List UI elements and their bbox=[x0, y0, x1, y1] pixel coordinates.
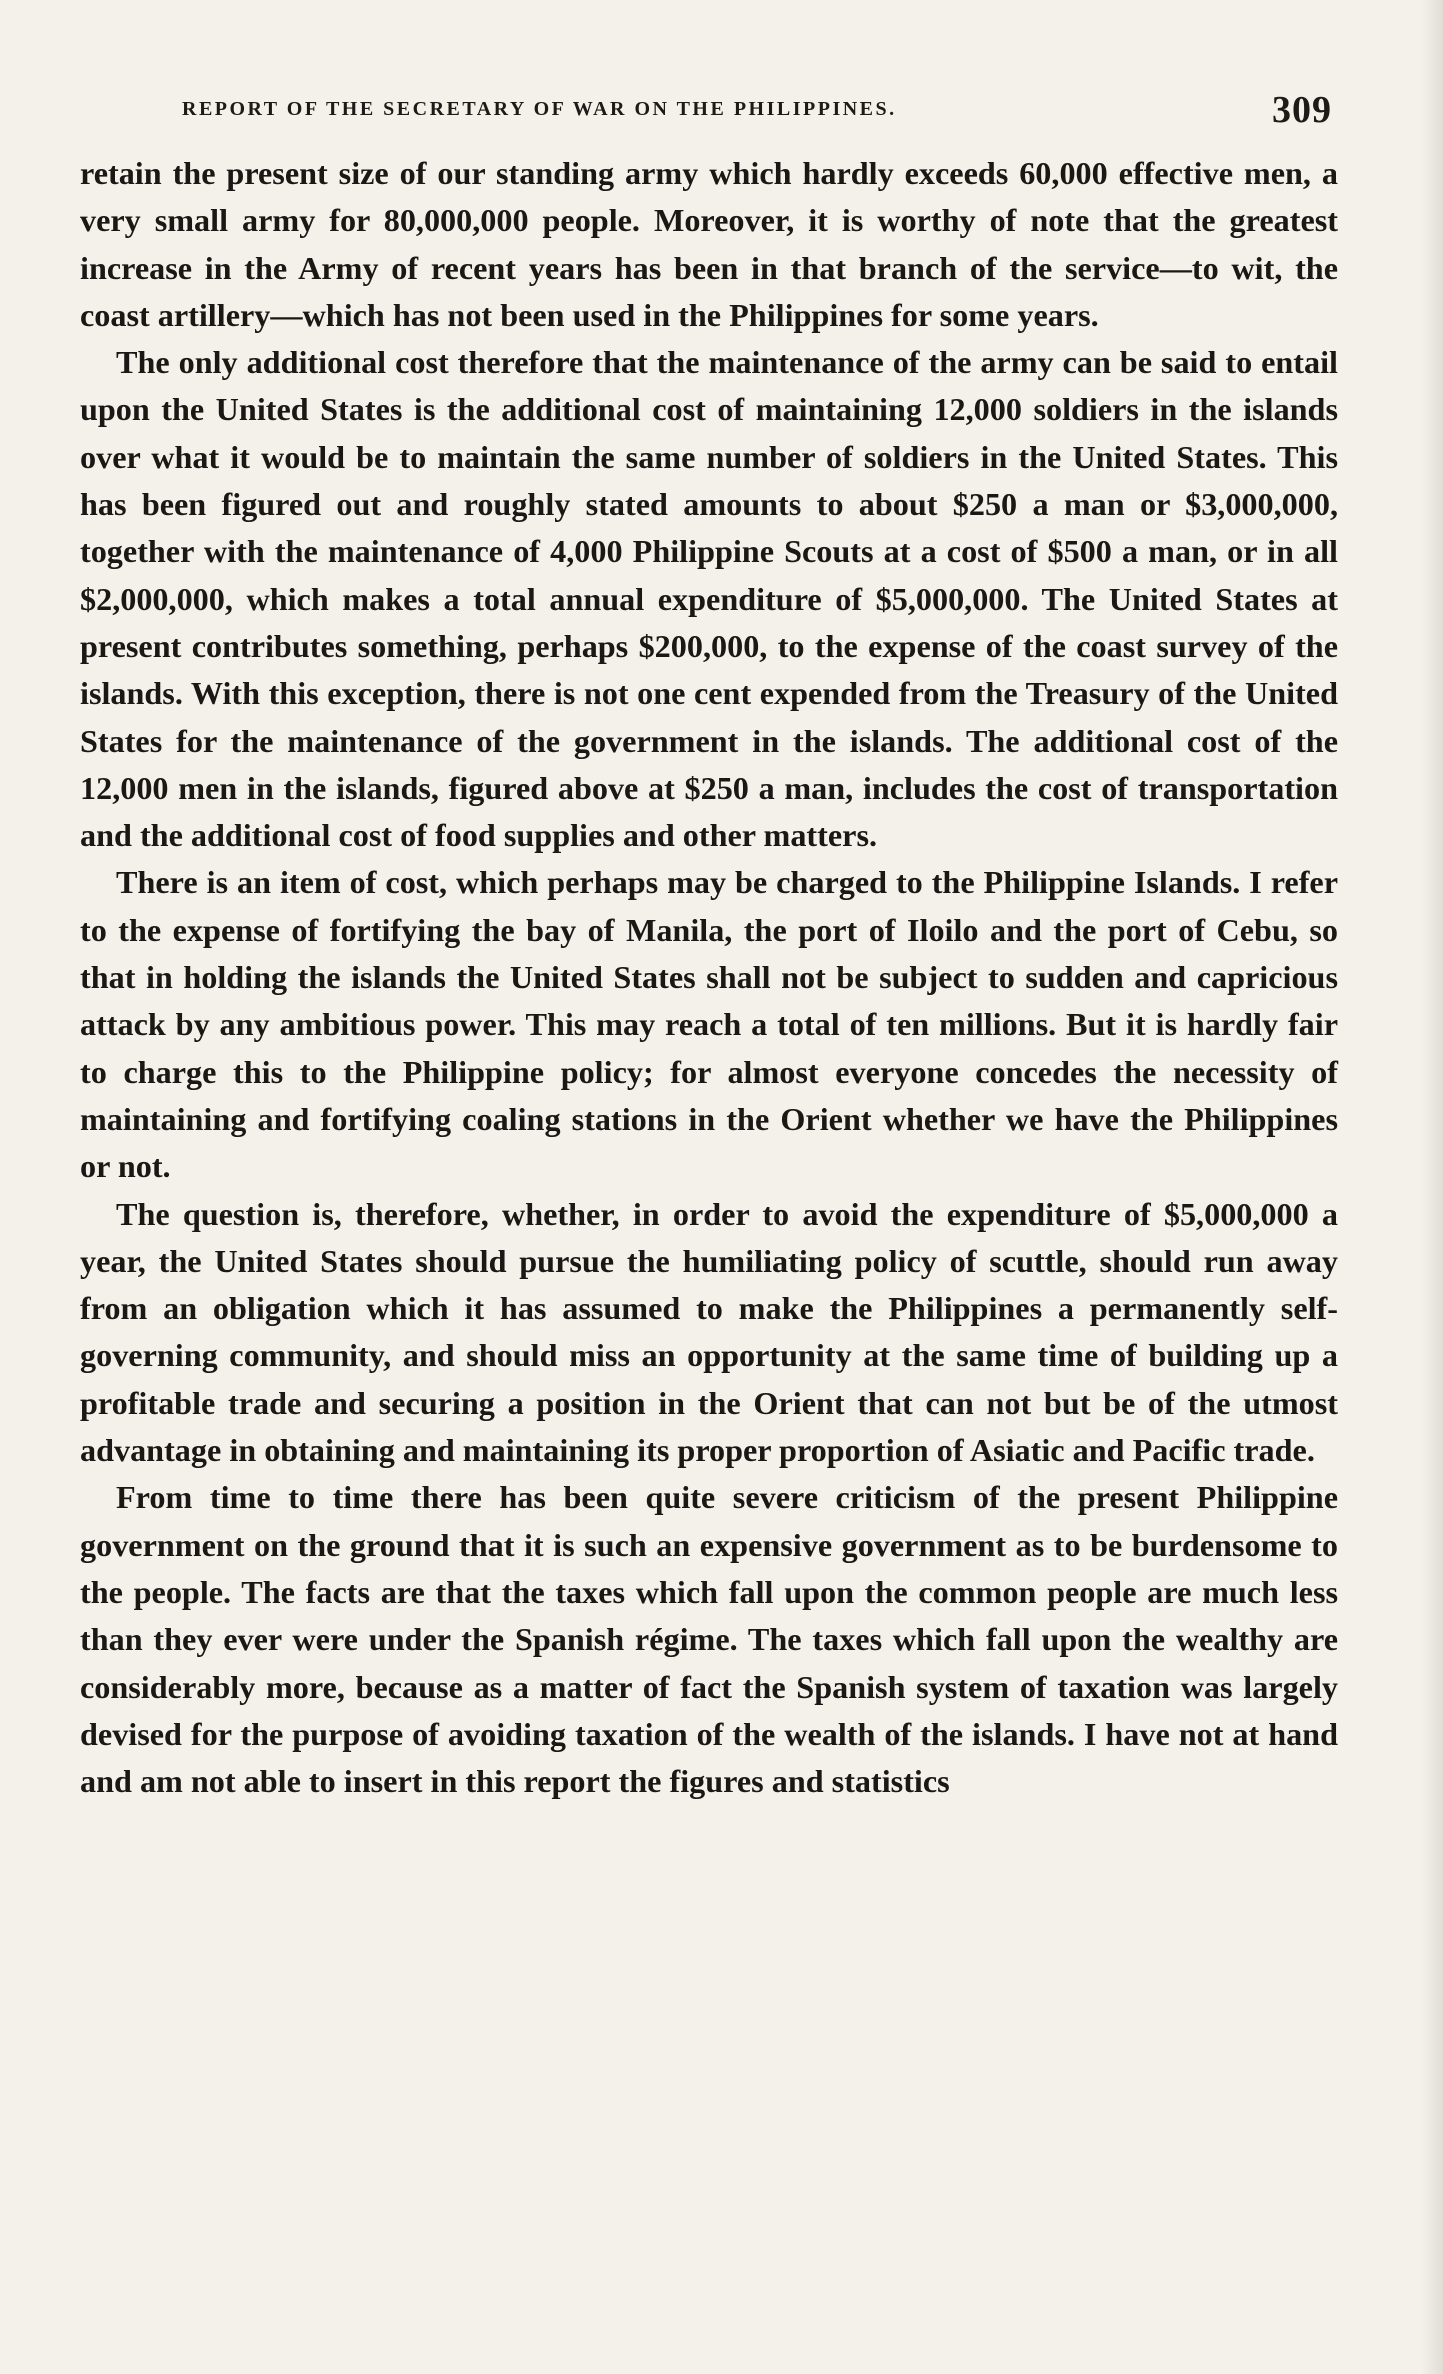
page-header bbox=[168, 88, 1338, 138]
paragraph-1: retain the present size of our standing army which hardly exceeds 60,000 effective men, a very small army for 80,000,000 people. Moreover, it is worthy of note that the greatest increase in the Army of recent years has been in that branch of the service—to wit, the coast artillery—which has not been used in the Philippines for some years. bbox=[80, 155, 1338, 333]
paragraph-2: The only additional cost therefore that the maintenance of the army can be said to entail upon the United States is the additional cost of maintaining 12,000 soldiers in the islands over what it would be to maintain the same number of soldiers in the United States. This has been figured out and roughly stated amounts to about $250 a man or $3,000,000, together with the maintenance of 4,000 Philippine Scouts at a cost of $500 a man, or in all $2,000,000, which makes a total annual expenditure of $5,000,000. The United States at present contributes something, perhaps $200,000, to the expense of the coast survey of the islands. With this exception, there is not one cent expended from the Treasury of the United States for the maintenance of the government in the islands. The additional cost of the 12,000 men in the islands, figured above at $250 a man, includes the cost of transportation and the additional cost of food supplies and other matters. bbox=[80, 344, 1338, 854]
paragraph-3: There is an item of cost, which perhaps may be charged to the Philippine Islands. I refer to the expense of fortifying the bay of Manila, the port of Iloilo and the port of Cebu, so that in holding the islands the United States shall not be subject to sudden and capricious attack by any ambitious power. This may reach a total of ten millions. But it is hardly fair to charge this to the Philippine policy; for almost everyone concedes the necessity of maintaining and fortifying coaling stations in the Orient whether we have the Philippines or not. bbox=[80, 864, 1338, 1185]
body-text bbox=[80, 150, 1338, 1805]
running-head: REPORT OF THE SECRETARY OF WAR ON THE PHILIPPINES. bbox=[182, 98, 897, 120]
paragraph-5: From time to time there has been quite severe criticism of the present Philippine government on the ground that it is such an expensive government as to be burdensome to the people. The facts are that the taxes which fall upon the common people are much less than they ever were under the Spanish régime. The taxes which fall upon the wealthy are considerably more, because as a matter of fact the Spanish system of taxation was largely devised for the purpose of avoiding taxation of the wealth of the islands. I have not at hand and am not able to insert in this report the figures and statistics bbox=[80, 1479, 1338, 1800]
paragraph-4: The question is, therefore, whether, in order to avoid the expenditure of $5,000,000 a year, the United States should pursue the humiliating policy of scuttle, should run away from an obligation which it has assumed to make the Philippines a permanently self-governing community, and should miss an opportunity at the same time of building up a profitable trade and securing a position in the Orient that can not but be of the utmost advantage in obtaining and maintaining its proper proportion of Asiatic and Pacific trade. bbox=[80, 1195, 1338, 1469]
page-edge-shadow bbox=[1421, 0, 1443, 2374]
page-number: 309 bbox=[1272, 89, 1332, 131]
